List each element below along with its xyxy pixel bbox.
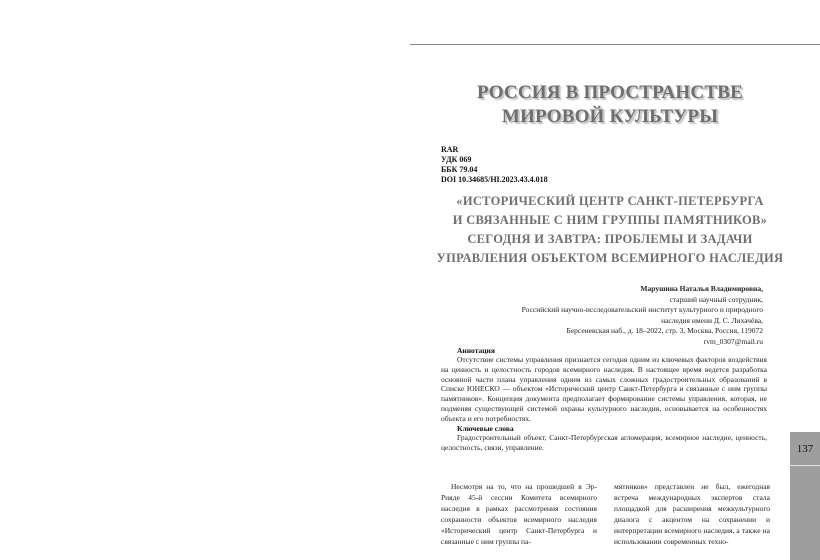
keywords-text: Градостроительный объект, Санкт-Петербургская агломерация, всемирное наследие, ценность, целостность, связи, управление. <box>441 433 767 452</box>
bbk-code: ББК 79.04 <box>441 165 478 174</box>
body-column-right: мятников» представлен не был, ежегодная встреча международных экспертов стала площадкой для расширения межкультурного диалога с акцентом на сохранении и интерпретации всемирного наследия, а также на использовании современных техно- <box>614 482 770 546</box>
tab-divider <box>790 465 820 466</box>
author-block <box>443 284 763 347</box>
author-email: rvm_0307@mail.ru <box>703 336 763 346</box>
author-position: старший научный сотрудник, <box>669 294 763 304</box>
header-rule <box>410 44 820 45</box>
keywords-heading: Ключевые слова <box>457 424 514 433</box>
article-title-line4: УПРАВЛЕНИЯ ОБЪЕКТОМ ВСЕМИРНОГО НАСЛЕДИЯ <box>436 251 784 265</box>
body-column-left: Несмотря на то, что на прошедшей в Эр-Рияде 45-й сессии Комитета всемирного наследия в рамках рассмотрения состояния сохранности объектов всемирного наследия «Исторический центр Санкт-Петербурга и связанные с ним группы па- <box>441 482 597 546</box>
page-number: 137 <box>796 443 814 455</box>
section-title-line1: РОССИЯ В ПРОСТРАНСТВЕ <box>477 82 743 103</box>
rar-code: RAR <box>441 145 459 154</box>
article-title-line2: И СВЯЗАННЫЕ С НИМ ГРУППЫ ПАМЯТНИКОВ» <box>452 213 768 227</box>
abstract-heading: Аннотация <box>457 346 495 355</box>
author-institute-line2: наследия имени Д. С. Лихачёва, <box>661 315 763 325</box>
article-title-line1: «ИСТОРИЧЕСКИЙ ЦЕНТР САНКТ-ПЕТЕРБУРГА <box>456 194 764 208</box>
doi-code: DOI 10.34685/HI.2023.43.4.018 <box>441 175 548 184</box>
author-institute-line1: Российский научно-исследовательский институт культурного и природного <box>521 305 763 314</box>
section-title-line2: МИРОВОЙ КУЛЬТУРЫ <box>501 106 719 127</box>
abstract-text: Отсутствие системы управления признается сегодня одним из ключевых факторов воздействия на ценность и целостность городов всемирного наследия. В настоящее время ведется разработка основной части плана управления одним из самых сложных градостроительных образований в Списке ЮНЕСКО — объектом «Исторический центр Санкт-Петербурга и связанные с ним группы памятников». Концепция документа предполагает формирование системы управления, которая, не подменяя существующей системой охраны культурного наследия, основывается на особенностях объекта и его потребностях. <box>441 355 767 423</box>
page-number-tab <box>790 432 820 560</box>
udk-code: УДК 069 <box>441 155 472 164</box>
author-address: Берсеневская наб., д. 18–2022, стр. 3, Москва, Россия, 119072 <box>566 326 763 335</box>
article-metadata <box>441 145 548 185</box>
article-title-line3: СЕГОДНЯ И ЗАВТРА: ПРОБЛЕМЫ И ЗАДАЧИ <box>467 232 753 246</box>
author-name: Марушина Наталья Владимировна, <box>640 284 763 293</box>
